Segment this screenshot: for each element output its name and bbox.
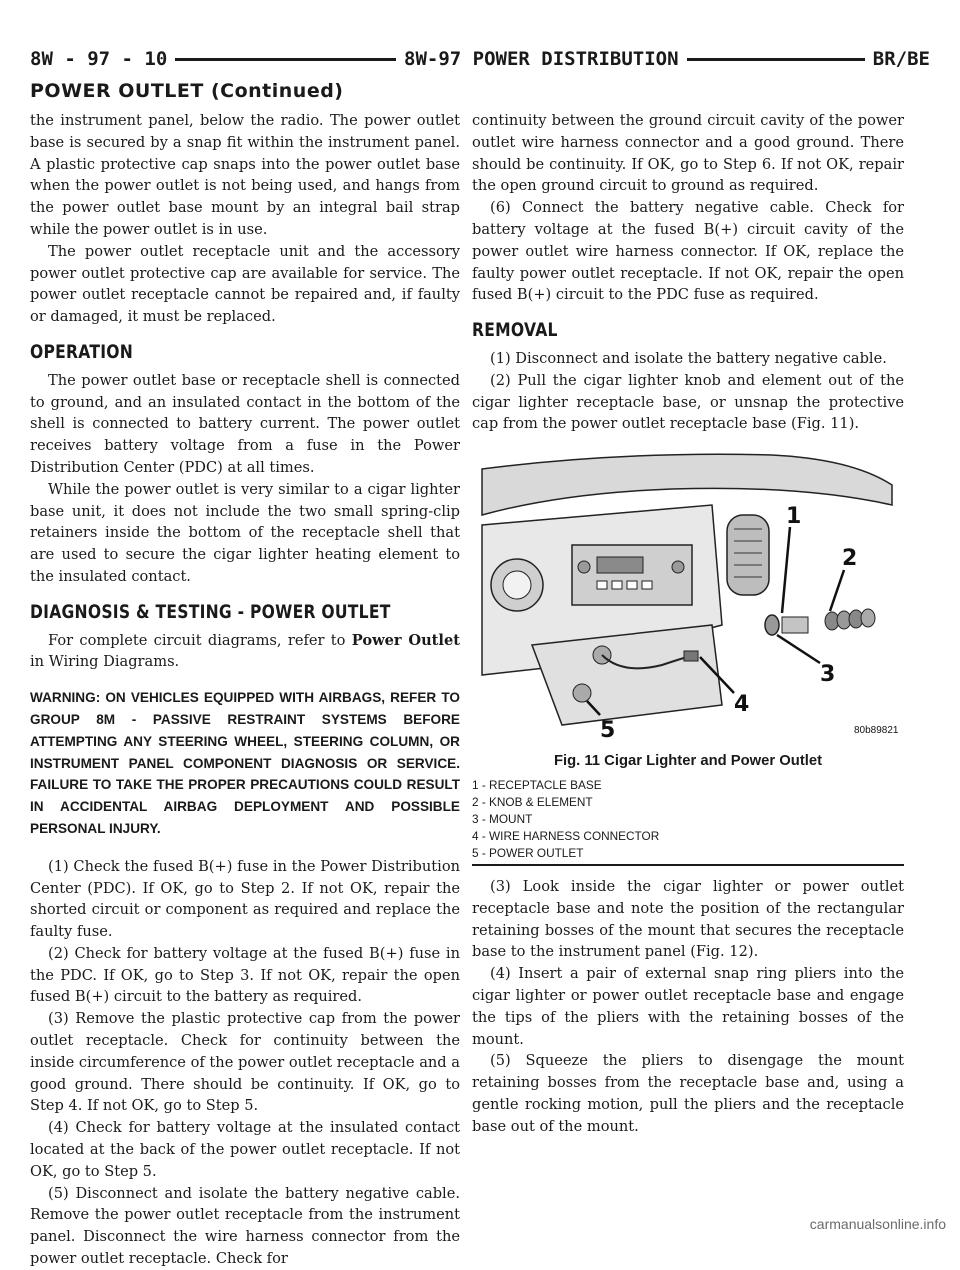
step: (6) Connect the battery negative cable. Check for battery voltage at the fused B(+) circuit cavity of the power outlet wire harness connector. If OK, replace the faulty power outlet receptacle. If not OK, repair the open fused B(+) circuit to the PDC fuse as required.	[472, 199, 904, 304]
left-column	[30, 110, 460, 1270]
figure-code: 80b89821	[854, 725, 899, 737]
step: (1) Disconnect and isolate the battery negative cable.	[490, 349, 887, 367]
figure-legend	[472, 777, 904, 862]
step: (3) Look inside the cigar lighter or power outlet receptacle base and note the position of the rectangular retaining bosses of the mount that secures the receptacle base to the instrument panel (Fig. 12).	[472, 877, 904, 961]
paragraph: While the power outlet is very similar to a cigar lighter base unit, it does not include the two small spring-clip retainers inside the bottom of the receptacle shell that are used to secure the cigar lighter heating element to the insulated contact.	[30, 480, 460, 585]
callout-number: 2	[842, 546, 858, 572]
callout-number: 3	[820, 662, 836, 688]
paragraph: continuity between the ground circuit cavity of the power outlet wire harness connector and a good ground. There should be continuity. If OK, go to Step 6. If not OK, repair the open ground circuit to ground as required.	[472, 112, 904, 195]
watermark-link[interactable]: carmanualsonline.info	[809, 1216, 946, 1232]
right-column	[472, 110, 904, 1138]
heading-removal: REMOVAL	[472, 319, 558, 342]
wire-connector-icon	[684, 651, 698, 661]
step: (5) Disconnect and isolate the battery negative cable. Remove the power outlet receptacle from the instrument panel. Disconnect the wire harness connector from the power outlet receptacle. Check for	[30, 1184, 460, 1268]
heading-operation: OPERATION	[30, 340, 134, 363]
cigar-lighter-illustration	[472, 445, 904, 745]
step: (4) Insert a pair of external snap ring pliers into the cigar lighter or power outlet receptacle base and engage the tips of the pliers with the retaining bosses of the mount.	[472, 965, 904, 1048]
page-number: 8W - 97 - 10	[30, 46, 175, 72]
callout-number: 4	[734, 692, 750, 718]
paragraph: The power outlet base or receptacle shell is connected to ground, and an insulated contact in the bottom of the shell is connected to battery current. The power outlet receives battery voltage from a fuse in the Power Distribution Center (PDC) at all times.	[30, 371, 460, 476]
callout-number: 5	[600, 718, 616, 744]
text-run: For complete circuit diagrams, refer to	[48, 631, 352, 649]
heading-diagnosis: DIAGNOSIS & TESTING - POWER OUTLET	[30, 600, 391, 623]
legend-item: 3 - MOUNT	[472, 811, 533, 826]
legend-item: 2 - KNOB & ELEMENT	[472, 794, 593, 809]
text-run: in Wiring Diagrams.	[30, 653, 180, 671]
step: (5) Squeeze the pliers to disengage the mount retaining bosses from the receptacle base and, using a gentle rocking motion, pull the pliers and the receptacle base out of the mount.	[472, 1052, 904, 1135]
step: (2) Check for battery voltage at the fused B(+) fuse in the PDC. If OK, go to Step 3. If not OK, repair the open fused B(+) circuit to the battery as required.	[30, 944, 460, 1006]
legend-item: 1 - RECEPTACLE BASE	[472, 777, 602, 792]
air-vent	[727, 515, 769, 595]
paragraph	[30, 630, 460, 674]
radio	[572, 545, 692, 605]
airbag-warning: WARNING: ON VEHICLES EQUIPPED WITH AIRBAGS, REFER TO GROUP 8M - PASSIVE RESTRAINT SYSTEMS BEFORE ATTEMPTING ANY STEERING WHEEL, STEERING COLUMN, OR INSTRUMENT PANEL COMPONENT DIAGNOSIS OR SERVICE. FAILURE TO TAKE THE PROPER PRECAUTIONS COULD RESULT IN ACCIDENTAL AIRBAG DEPLOYMENT AND POSSIBLE PERSONAL INJURY.	[30, 690, 460, 836]
continued-title: POWER OUTLET (Continued)	[30, 80, 344, 102]
step: (3) Remove the plastic protective cap from the power outlet receptacle. Check for continuity between the inside circumference of the power outlet receptacle and a good ground. There should be continuity. If OK, go to Step 4. If not OK, go to Step 5.	[30, 1010, 460, 1115]
callout-number: 1	[786, 504, 802, 530]
figure-rule	[472, 864, 904, 866]
step: (4) Check for battery voltage at the insulated contact located at the back of the power outlet receptacle. If not OK, go to Step 5.	[30, 1119, 460, 1180]
page-header	[30, 46, 930, 72]
section-title: 8W-97 POWER DISTRIBUTION	[396, 46, 687, 72]
step: (1) Check the fused B(+) fuse in the Power Distribution Center (PDC). If OK, go to Step 2. If not OK, repair the shorted circuit or component as required and replace the faulty fuse.	[30, 857, 460, 941]
step: (2) Pull the cigar lighter knob and element out of the cigar lighter receptacle base, or unsnap the protective cap from the power outlet receptacle base (Fig. 11).	[472, 371, 904, 433]
paragraph: The power outlet receptacle unit and the accessory power outlet protective cap are available for service. The power outlet receptacle cannot be repaired and, if faulty or damaged, it must be replaced.	[30, 242, 460, 326]
power-outlet-icon	[573, 684, 591, 702]
paragraph: the instrument panel, below the radio. The power outlet base is secured by a snap fit within the instrument panel. A plastic protective cap snaps into the power outlet base when the power outlet is not being used, and hangs from the power outlet base mount by an integral bail strap while the power outlet is in use.	[30, 112, 460, 238]
gauge-dial	[503, 571, 531, 599]
legend-item: 5 - POWER OUTLET	[472, 845, 584, 860]
figure-11	[472, 445, 904, 866]
wiring-reference: Power Outlet	[351, 631, 460, 649]
figure-caption: Fig. 11 Cigar Lighter and Power Outlet	[553, 753, 823, 770]
legend-item: 4 - WIRE HARNESS CONNECTOR	[472, 828, 660, 843]
model-code: BR/BE	[865, 46, 930, 72]
